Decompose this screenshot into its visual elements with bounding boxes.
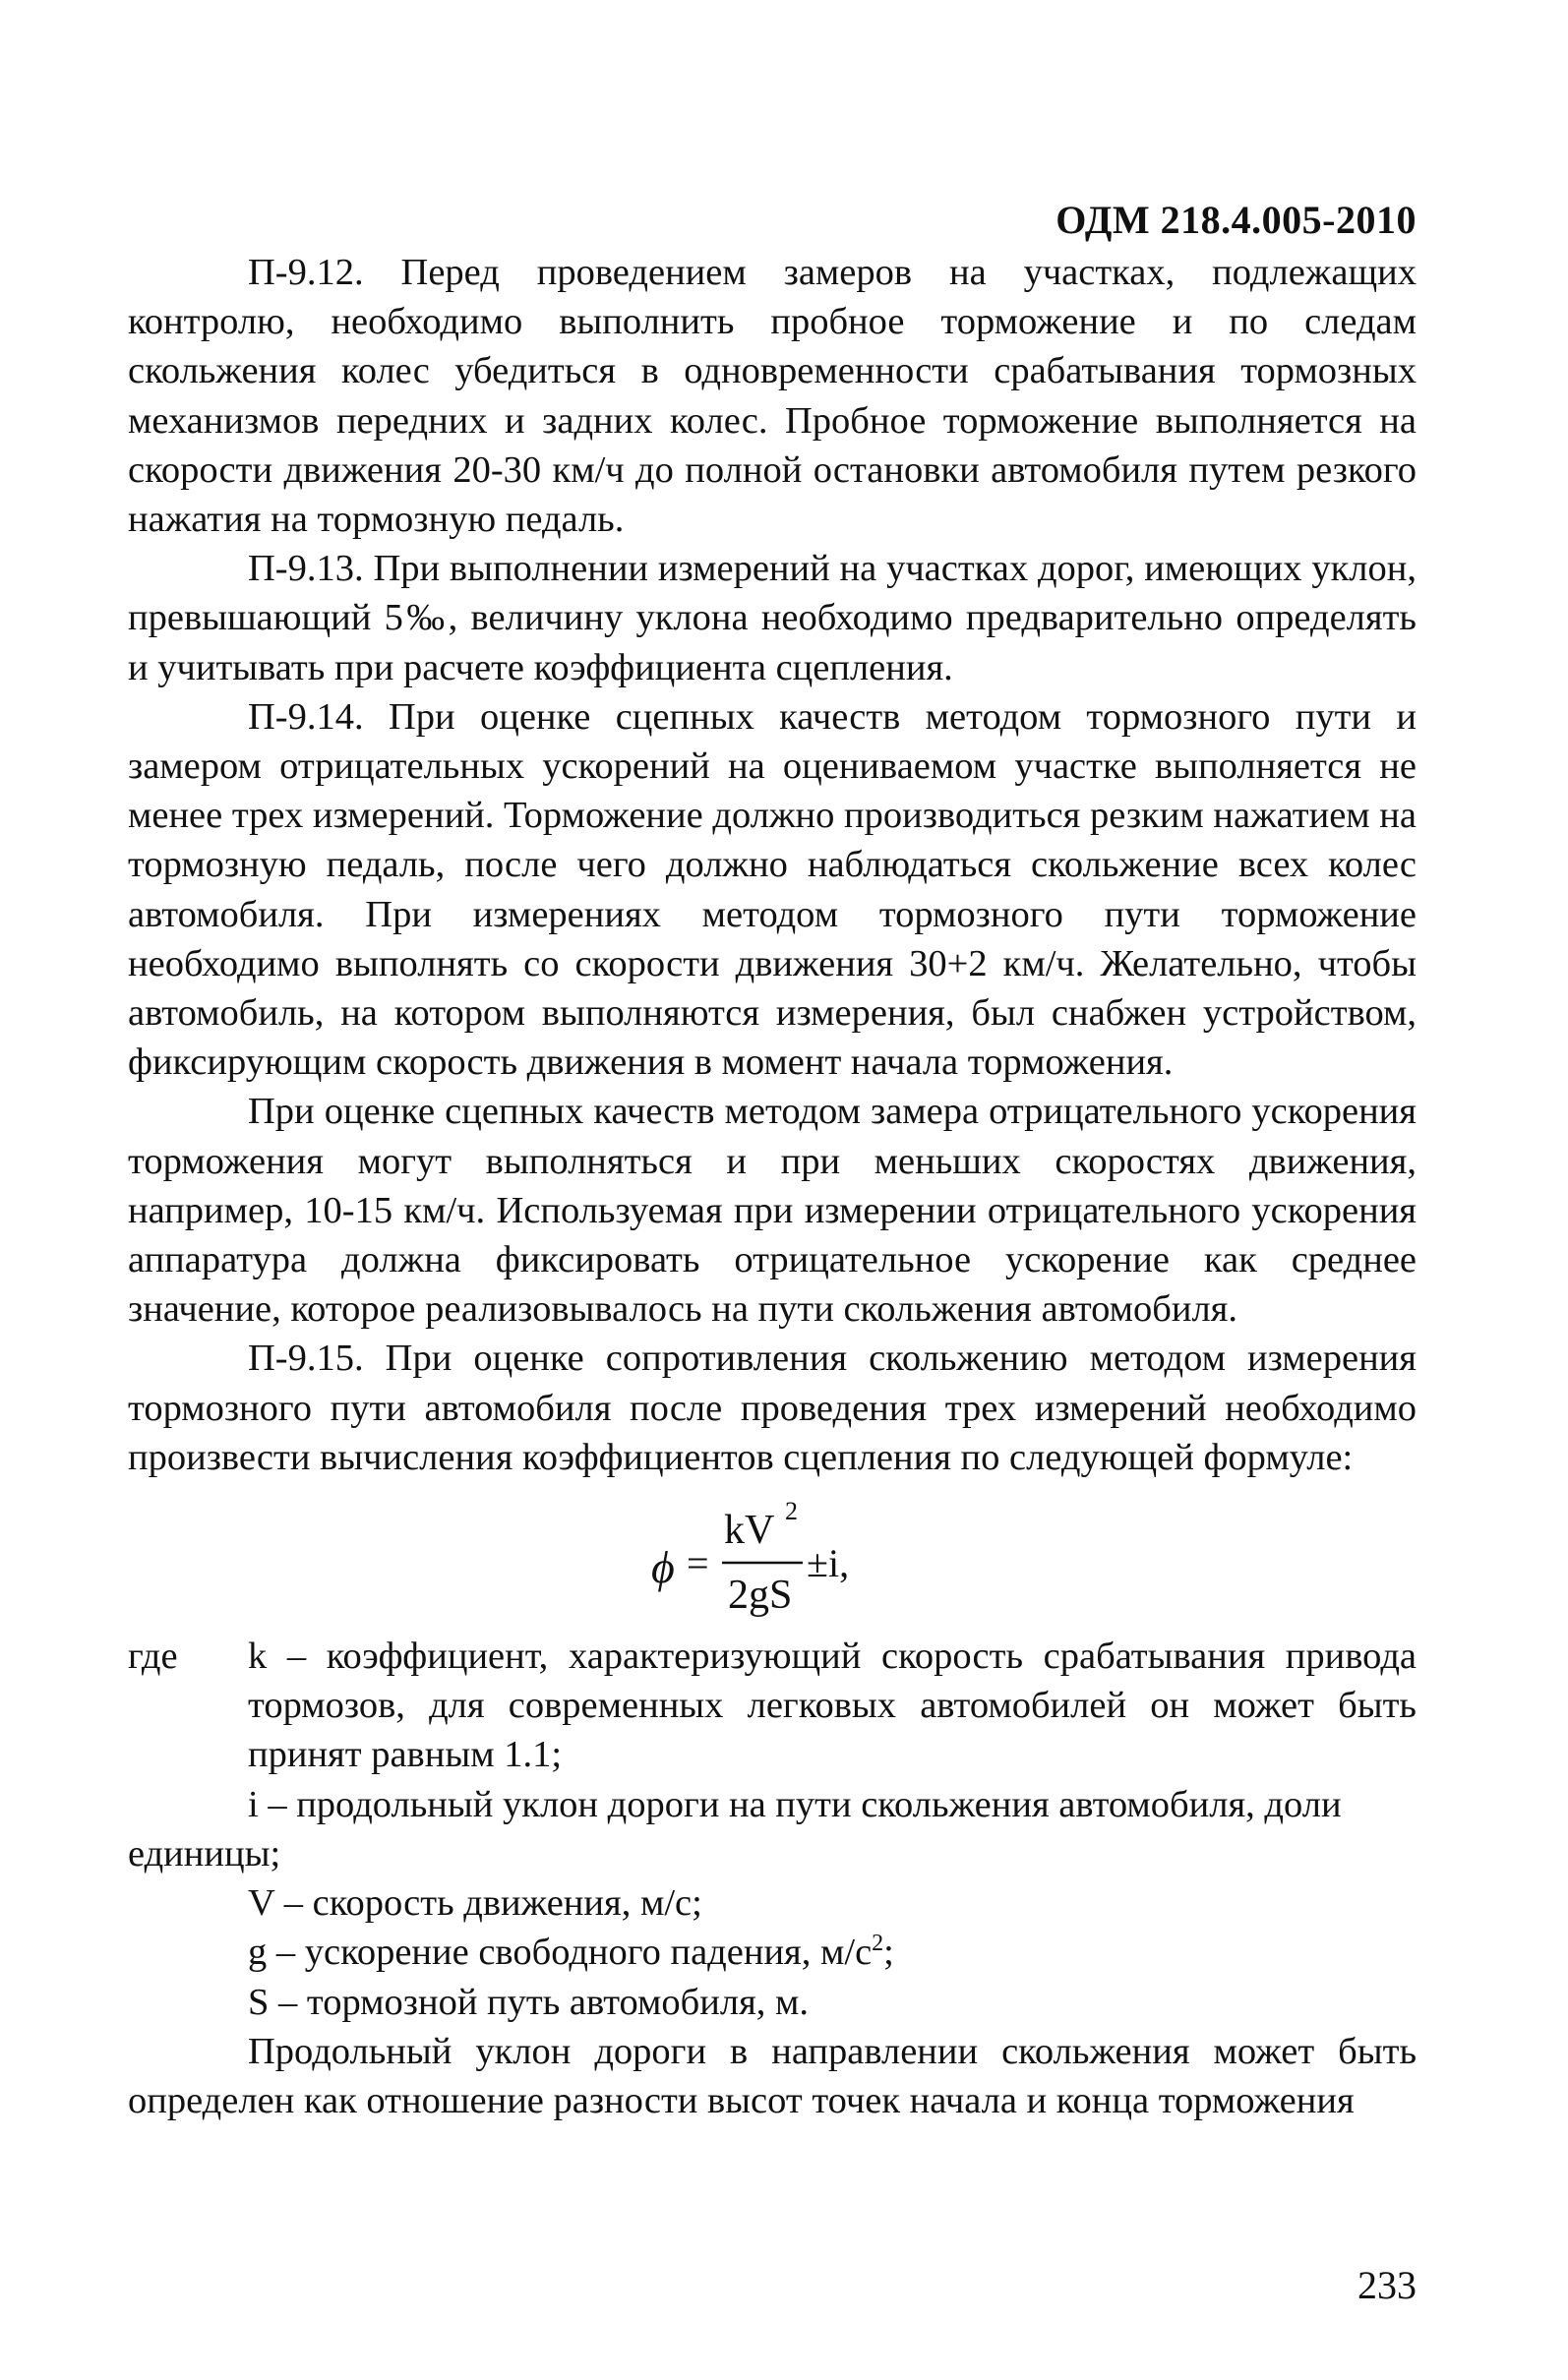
paragraph-p-9-14-deceleration: При оценке сцепных качеств методом замера отрицательного ускорения торможения могут выполняться и при меньших скоростях движения, например, 10-15 км/ч. Используемая при измерении отрицательного ускорения аппаратура должна фиксировать отрицательное ускорение как среднее значение, которое реализовывалось на пути скольжения автомобиля. — [128, 1091, 1417, 1331]
formula-numerator-exponent: 2 — [785, 1497, 798, 1526]
definition-k — [128, 1632, 1417, 1780]
definition-i: i – продольный уклон дороги на пути скольжения автомобиля, доли — [248, 1783, 1342, 1825]
paragraph-p-9-13: П-9.13. При выполнении измерений на участках дорог, имеющих уклон, превышающий 5‰, величину уклона необходимо предварительно определять и учитывать при расчете коэффициента сцепления. — [128, 548, 1417, 688]
definition-k-text: k – коэффициент, характеризующий скорость срабатывания привода тормозов, для современных легковых автомобилей он может быть принят равным 1.1; — [248, 1636, 1417, 1776]
document-code-header: ОДМ 218.4.005-2010 — [1055, 198, 1417, 242]
friction-coefficient-formula — [128, 1486, 1417, 1626]
formula-equals: = — [687, 1541, 709, 1586]
definition-g-exponent: 2 — [872, 1931, 884, 1957]
paragraph-p-9-14: П-9.14. При оценке сцепных качеств методом тормозного пути и замером отрицательных ускорений на оцениваемом участке выполняется не менее трех измерений. Торможение должно производиться резким нажатием на тормозную педаль, после чего должно наблюдаться скольжение всех колес автомобиля. При измерениях методом тормозного пути торможение необходимо выполнять со скорости движения 30+2 км/ч. Желательно, чтобы автомобиль, на котором выполняются измерения, был снабжен устройством, фиксирующим скорость движения в момент начала торможения. — [128, 695, 1417, 1084]
definition-v: V – скорость движения, м/с; — [248, 1882, 702, 1925]
formula-graphic — [639, 1486, 895, 1626]
definition-g — [128, 1928, 1417, 1977]
definition-s: S – тормозной путь автомобиля, м. — [248, 1981, 810, 2023]
paragraph-p-9-15: П-9.15. При оценке сопротивления скольжению методом измерения тормозного пути автомобиля после проведения трех измерений необходимо произвести вычисления коэффициентов сцепления по следующей формуле: — [128, 1338, 1417, 1478]
formula-phi: ϕ — [651, 1542, 675, 1593]
definition-g-end: ; — [883, 1932, 894, 1974]
definition-g-text: g – ускорение свободного падения, м/с — [248, 1932, 873, 1974]
document-body — [128, 248, 1417, 2125]
page-number: 233 — [1357, 2263, 1417, 2307]
paragraph-p-9-12: П-9.12. Перед проведением замеров на участках, подлежащих контролю, необходимо выполнить пробное торможение и по следам скольжения колес убедиться в одновременности срабатывания тормозных механизмов передних и задних колес. Пробное торможение выполняется на скорости движения 20-30 км/ч до полной остановки автомобиля путем резкого нажатия на тормозную педаль. — [128, 252, 1417, 541]
where-label: где — [128, 1636, 178, 1678]
definition-i-continuation: единицы; — [128, 1832, 281, 1874]
formula-numerator: kV — [724, 1508, 775, 1554]
formula-plus-minus-i: ±i, — [807, 1541, 850, 1586]
paragraph-slope-determination: Продольный уклон дороги в направлении скольжения может быть определен как отношение разности высот точек начала и конца торможения — [128, 2030, 1417, 2121]
formula-denominator: 2gS — [728, 1573, 793, 1619]
